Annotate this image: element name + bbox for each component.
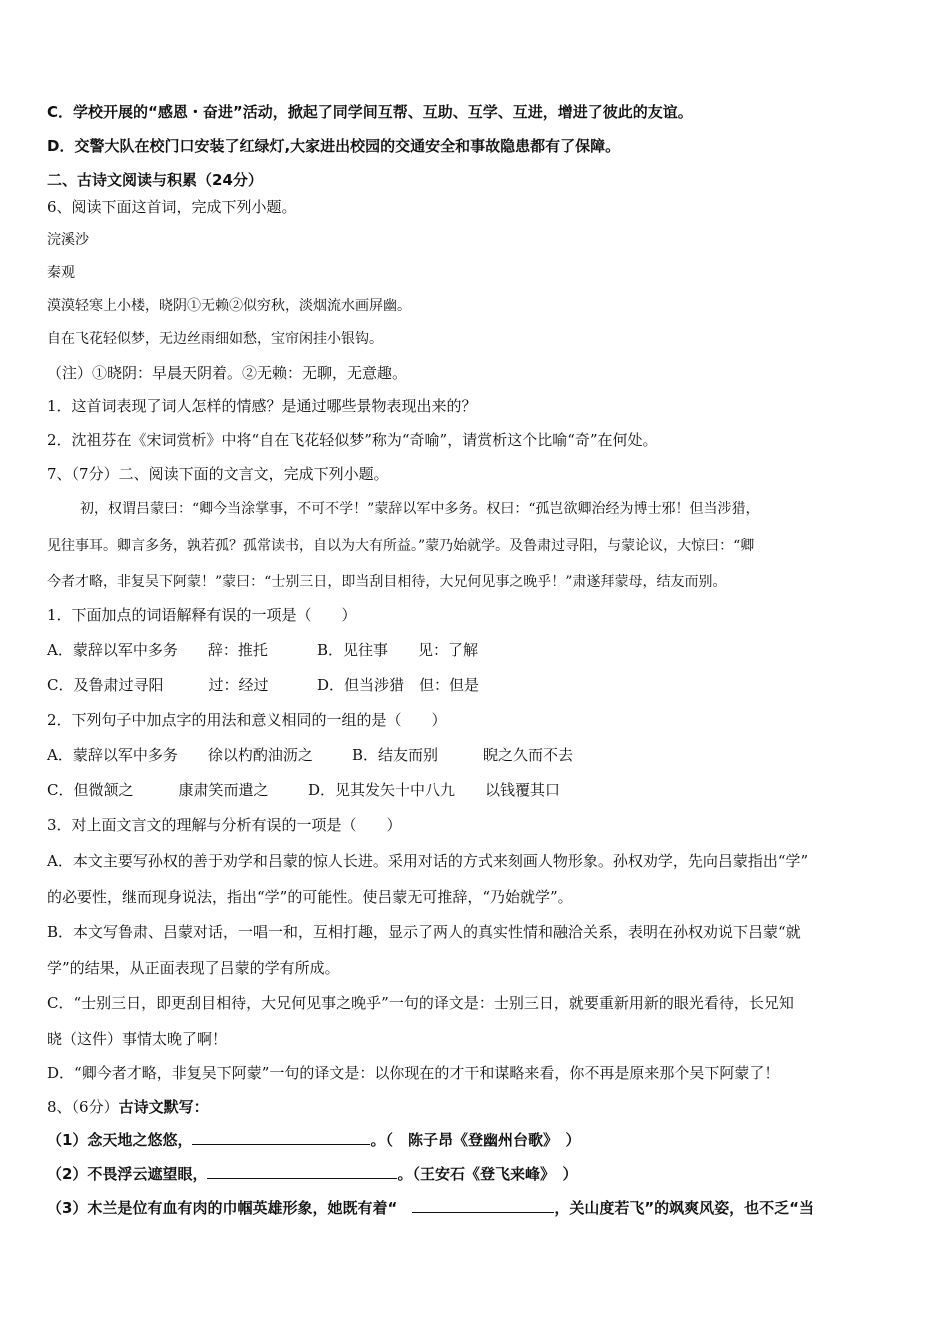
q8-item-3-cont: ，关山度若飞”的飒爽风姿，也不乏“当 <box>554 1199 815 1217</box>
option-c-cont: 晓（这件）事情太晚了啊！ <box>47 1030 228 1048</box>
poem-author: 秦观 <box>47 265 75 281</box>
answer-blank[interactable] <box>192 1130 370 1145</box>
option-c: C．“士别三日，即更刮目相待，大兄何见事之晚乎”一句的译文是：士别三日，就要重新用新的眼光看待，长兄知 <box>47 994 794 1012</box>
q8-item-1-source: 。（ 陈子昂《登幽州台歌》 ） <box>370 1131 581 1149</box>
section-heading: 二、古诗文阅读与积累（24分） <box>47 171 263 189</box>
q8-number: 8、（6分） <box>47 1098 119 1116</box>
poem-line: 漠漠轻寒上小楼，晓阴①无赖②似穷秋，淡烟流水画屏幽。 <box>47 298 411 314</box>
option-a: A．蒙辞以军中多务 辞：推托 <box>47 641 268 659</box>
q6-intro: 6、阅读下面这首词，完成下列小题。 <box>47 198 297 216</box>
q8-item-1-prompt: （1）念天地之悠悠， <box>47 1131 193 1149</box>
q8-item-1 <box>47 1130 580 1150</box>
poem-title: 浣溪沙 <box>47 232 89 248</box>
option-b: B．见往事 见：了解 <box>317 641 479 659</box>
q8-item-3-prompt: （3）木兰是位有血有肉的巾帼英雄形象，她既有着“ <box>47 1199 413 1217</box>
q8-item-2-source: 。（王安石《登飞来峰》 ） <box>397 1165 578 1183</box>
q5-option-c: C．学校开展的“感恩・奋进”活动，掀起了同学间互帮、互助、互学、互进，增进了彼此的友谊。 <box>47 103 693 121</box>
option-a-cont: 的必要性，继而现身说法，指出“学”的可能性。使吕蒙无可推辞，“乃始就学”。 <box>47 888 573 906</box>
q7-intro: 7、（7分）二、阅读下面的文言文，完成下列小题。 <box>47 465 389 483</box>
q7-s1-question: 1．下面加点的词语解释有误的一项是（ ） <box>47 606 357 624</box>
q8-title: 古诗文默写： <box>118 1098 209 1116</box>
poem-line: 自在飞花轻似梦，无边丝雨细如愁，宝帘闲挂小银钩。 <box>47 331 383 347</box>
option-d: D．但当涉猎 但：但是 <box>317 676 480 694</box>
q8-intro <box>47 1097 209 1117</box>
option-a: A．蒙辞以军中多务 徐以杓酌油沥之 <box>47 746 313 764</box>
q7-s2-question: 2．下列句子中加点字的用法和意义相同的一组的是（ ） <box>47 711 447 729</box>
q8-item-2 <box>47 1164 577 1184</box>
option-b: B．结友而别 睨之久而不去 <box>352 746 574 764</box>
q8-item-3 <box>47 1198 814 1218</box>
q7-s3-question: 3．对上面文言文的理解与分析有误的一项是（ ） <box>47 816 402 834</box>
q6-sub-question: 2．沈祖芬在《宋词赏析》中将“自在飞花轻似梦”称为“奇喻”，请赏析这个比喻“奇”在何处。 <box>47 431 658 449</box>
poem-note: （注）①晓阴：早晨天阴着。②无赖：无聊，无意趣。 <box>47 364 408 382</box>
option-d: D．见其发矢十中八九 以钱覆其口 <box>308 781 561 799</box>
answer-blank[interactable] <box>207 1164 397 1179</box>
answer-blank[interactable] <box>412 1198 554 1213</box>
q6-sub-question: 1．这首词表现了词人怎样的情感？是通过哪些景物表现出来的？ <box>47 397 477 415</box>
passage-line: 见往事耳。卿言多务，孰若孤？孤常读书，自以为大有所益。”蒙乃始就学。及鲁肃过寻阳，与蒙论议，大惊曰：“卿 <box>47 538 755 554</box>
q5-option-d: D．交警大队在校门口安装了红绿灯,大家进出校园的交通安全和事故隐患都有了保障。 <box>47 137 621 155</box>
option-c: C．但微颔之 康肃笑而遣之 <box>47 781 269 799</box>
option-c: C．及鲁肃过寻阳 过：经过 <box>47 676 269 694</box>
passage-line: 初，权谓吕蒙曰：“卿今当涂掌事，不可不学！”蒙辞以军中多务。权曰：“孤岂欲卿治经为博士邪！但当涉猎， <box>80 501 760 517</box>
q8-item-2-prompt: （2）不畏浮云遮望眼， <box>47 1165 208 1183</box>
option-d: D．“卿今者才略，非复吴下阿蒙”一句的译文是：以你现在的才干和谋略来看，你不再是原来那个吴下阿蒙了！ <box>47 1064 780 1082</box>
option-a: A．本文主要写孙权的善于劝学和吕蒙的惊人长进。采用对话的方式来刻画人物形象。孙权劝学，先向吕蒙指出“学” <box>47 852 809 870</box>
option-b-cont: 学”的结果，从正面表现了吕蒙的学有所成。 <box>47 959 340 977</box>
passage-line: 今者才略，非复吴下阿蒙！”蒙曰：“士别三日，即当刮目相待，大兄何见事之晚乎！”肃遂拜蒙母，结友而别。 <box>47 574 727 590</box>
option-b: B．本文写鲁肃、吕蒙对话，一唱一和，互相打趣，显示了两人的真实性情和融洽关系，表明在孙权劝说下吕蒙“就 <box>47 923 801 941</box>
